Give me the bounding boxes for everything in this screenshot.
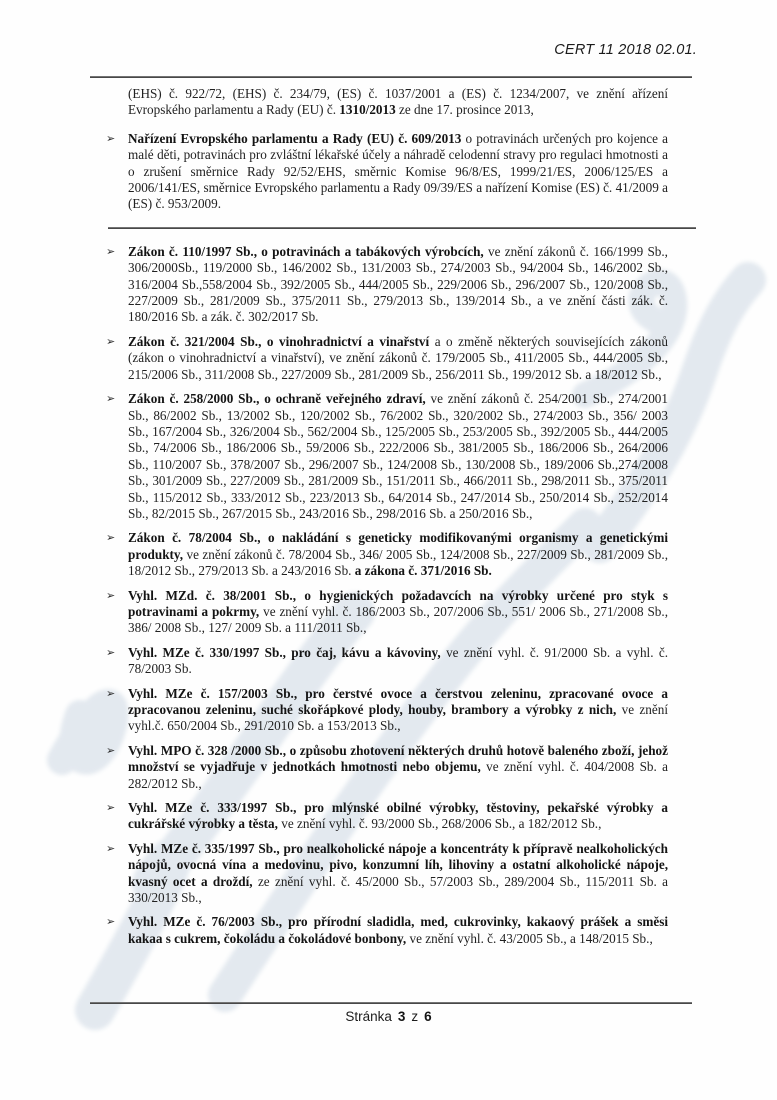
- arrow-bullet-icon: ➢: [106, 244, 116, 258]
- list-item-law-78-2004: [108, 530, 668, 579]
- item-lead: Vyhl. MZe č. 330/1997 Sb., pro čaj, kávu a kávoviny,: [128, 644, 441, 660]
- item-body: ze znění vyhl. č. 45/2000 Sb., 57/2003 Sb., 289/2004 Sb., 115/2011 Sb. a 330/2013 Sb.,: [128, 873, 668, 906]
- arrow-bullet-icon: ➢: [106, 392, 116, 406]
- footer-of-word: z: [411, 1009, 419, 1024]
- footer-divider: [90, 1002, 692, 1004]
- arrow-bullet-icon: ➢: [106, 686, 116, 700]
- list-item-law-110-1997: [108, 244, 668, 326]
- list-item-decree-335-1997: [108, 841, 668, 907]
- item-body: ve znění vyhl. č. 43/2005 Sb., a 148/2015 Sb.,: [406, 930, 653, 946]
- item-lead: Vyhl. MPO č. 328 /2000 Sb., o způsobu zhotovení některých druhů hotově baleného zboží, jehož množství se vyjadřuje v jednotkách hmotnosti nebo objemu,: [128, 742, 668, 775]
- item-lead: Vyhl. MZd. č. 38/2001 Sb., o hygienických požadavcích na výrobky určené pro styk s potravinami a pokrmy,: [128, 587, 668, 619]
- item-lead: Zákon č. 258/2000 Sb., o ochraně veřejného zdraví,: [128, 391, 426, 407]
- item-lead: Vyhl. MZe č. 333/1997 Sb., pro mlýnské obilné výrobky, těstoviny, pekařské výrobky a cukrářské výrobky a těsta,: [128, 800, 668, 832]
- item-body: ve znění vyhl. č. 404/2008 Sb. a 282/2012 Sb.,: [128, 759, 669, 791]
- arrow-bullet-icon: ➢: [106, 645, 116, 659]
- list-item-decree-157-2003: [108, 686, 668, 735]
- item-body: ve znění vyhl. č. 93/2000 Sb., 268/2006 Sb., a 182/2012 Sb.,: [277, 816, 602, 832]
- list-item-decree-76-2003: [108, 914, 668, 947]
- list-item-decree-38-2001: [108, 588, 668, 637]
- item-tail: a zákona č. 371/2016 Sb.: [351, 563, 492, 579]
- footer-page-number: 3: [397, 1009, 406, 1024]
- item-body: ve znění zákonů č. 166/1999 Sb., 306/2000Sb., 119/2000 Sb., 146/2002 Sb., 131/2003 Sb., 274/2003 Sb., 94/2004 Sb., 146/2002 Sb., 316/2004 Sb.,558/2004 Sb., 392/2005 Sb., 444/2005 Sb., 229/2006 Sb., 296/2007 Sb., 120/2008 Sb., 227/2009 Sb., 281/2009 Sb., 375/2011 Sb., 279/2013 Sb., 139/2014 Sb., a ve znění části zák. č. 180/2016 Sb. a zák. č. 302/2017 Sb.: [128, 243, 668, 325]
- list-item-decree-330-1997: [108, 645, 668, 678]
- arrow-bullet-icon: ➢: [106, 334, 116, 348]
- arrow-bullet-icon: ➢: [106, 915, 116, 929]
- header-divider: [90, 76, 692, 78]
- item-lead: Zákon č. 110/1997 Sb., o potravinách a tabákových výrobcích,: [128, 243, 484, 259]
- item-lead: Vyhl. MZe č. 157/2003 Sb., pro čerstvé ovoce a čerstvou zeleninu, zpracované ovoce a zpracovanou zeleninu, suché skořápkové plody, houby, brambory a výrobky z nich,: [128, 685, 668, 717]
- item-body: ve znění vyhl.č. 650/2004 Sb., 291/2010 Sb. a 153/2013 Sb.,: [128, 702, 668, 734]
- list-item-law-321-2004: [108, 334, 668, 383]
- item-body: ve znění vyhl. č. 91/2000 Sb. a vyhl. č. 78/2003 Sb.: [128, 644, 669, 677]
- footer-total-pages: 6: [424, 1009, 432, 1024]
- footer-page-word: Stránka: [345, 1009, 392, 1024]
- item-lead: Nařízení Evropského parlamentu a Rady (EU) č. 609/2013: [128, 130, 462, 146]
- arrow-bullet-icon: ➢: [106, 801, 116, 815]
- item-body: a o změně některých souvisejících zákonů (zákon o vinohradnictví a vinařství), ve znění zákonů č. 179/2005 Sb., 411/2005 Sb., 444/2005 Sb., 215/2006 Sb., 311/2008 Sb., 227/2009 Sb., 281/2009 Sb., 256/2011 Sb., 199/2012 Sb. a 18/2012 Sb.,: [128, 333, 668, 382]
- item-lead: Zákon č. 321/2004 Sb., o vinohradnictví a vinařství: [128, 333, 430, 349]
- arrow-bullet-icon: ➢: [106, 743, 116, 757]
- section-divider: [108, 227, 696, 229]
- arrow-bullet-icon: ➢: [106, 588, 116, 602]
- item-lead: Vyhl. MZe č. 76/2003 Sb., pro přírodní sladidla, med, cukrovinky, kakaový prášek a směsi kakaa s cukrem, čokoládu a čokoládové bonbony,: [128, 914, 668, 946]
- arrow-bullet-icon: ➢: [106, 841, 116, 855]
- continuation-paragraph: [108, 86, 668, 119]
- page-footer: [0, 1009, 777, 1024]
- arrow-bullet-icon: ➢: [106, 531, 116, 545]
- list-item-regulation-609-2013: [108, 131, 668, 213]
- document-body: [108, 86, 668, 955]
- item-body: ve znění vyhl. č. 186/2003 Sb., 207/2006 Sb., 551/ 2006 Sb., 271/2008 Sb., 386/ 2008 Sb., 127/ 2009 Sb. a 111/2011 Sb.,: [128, 603, 668, 636]
- intro-text-end: ze dne 17. prosince 2013,: [395, 102, 534, 118]
- intro-text: (EHS) č. 922/72, (EHS) č. 234/79, (ES) č. 1037/2001 a (ES) č. 1234/2007, ve znění ařízení Evropského parlamentu a Rady (EU) č.: [128, 86, 668, 118]
- list-item-decree-328-2000: [108, 743, 668, 792]
- list-item-law-258-2000: [108, 391, 668, 522]
- item-body: ve znění zákonů č. 254/2001 Sb., 274/2001 Sb., 86/2002 Sb., 13/2002 Sb., 120/2002 Sb., 76/2002 Sb., 320/2002 Sb., 274/2003 Sb., 356/ 2003 Sb., 167/2004 Sb., 326/2004 Sb., 562/2004 Sb., 125/2005 Sb., 253/2005 Sb., 392/2005 Sb., 444/2005 Sb., 74/2006 Sb., 186/2006 Sb., 59/2006 Sb., 222/2006 Sb., 381/2005 Sb., 186/2006 Sb., 264/2006 Sb., 110/2007 Sb., 378/2007 Sb., 296/2007 Sb., 124/2008 Sb., 130/2008 Sb., 189/2006 Sb.,274/2008 Sb., 301/2009 Sb., 227/2009 Sb., 281/2009 Sb., 151/2011 Sb., 466/2011 Sb., 298/2011 Sb., 375/2011 Sb., 115/2012 Sb., 333/2012 Sb., 223/2013 Sb., 64/2014 Sb., 247/2014 Sb., 250/2014 Sb., 252/2014 Sb., 82/2015 Sb., 267/2015 Sb., 243/2016 Sb., 298/2016 Sb. a 250/2016 Sb.,: [128, 391, 668, 521]
- item-body: ve znění zákonů č. 78/2004 Sb., 346/ 2005 Sb., 124/2008 Sb., 227/2009 Sb., 281/2009 Sb., 18/2012 Sb., 279/2013 Sb. a 243/2016 Sb.: [128, 546, 668, 579]
- header-doc-code: CERT 11 2018 02.01.: [554, 42, 697, 58]
- item-body: o potravinách určených pro kojence a malé děti, potravinách pro zvláštní lékařské účely a náhradě celodenní stravy pro regulaci hmotnosti a o zrušení směrnice Rady 92/52/EHS, směrnic Komise 96/8/ES, 1999/21/ES, 2006/125/ES a 2006/141/ES, směrnice Evropského parlamentu a Rady 09/39/ES a nařízení Komise (ES) č. 41/2009 a (ES) č. 953/2009.: [128, 130, 669, 212]
- list-item-decree-333-1997: [108, 800, 668, 833]
- arrow-bullet-icon: ➢: [106, 131, 116, 145]
- item-lead: Vyhl. MZe č. 335/1997 Sb., pro nealkoholické nápoje a koncentráty k přípravě nealkoholických nápojů, ovocná vína a medovinu, pivo, konzumní líh, lihoviny a ostatní alkoholické nápoje, kvasný ocet a droždí,: [128, 840, 668, 889]
- item-lead: Zákon č. 78/2004 Sb., o nakládání s geneticky modifikovanými organismy a genetickými produkty,: [128, 530, 668, 562]
- intro-bold-ref: 1310/2013: [339, 102, 396, 118]
